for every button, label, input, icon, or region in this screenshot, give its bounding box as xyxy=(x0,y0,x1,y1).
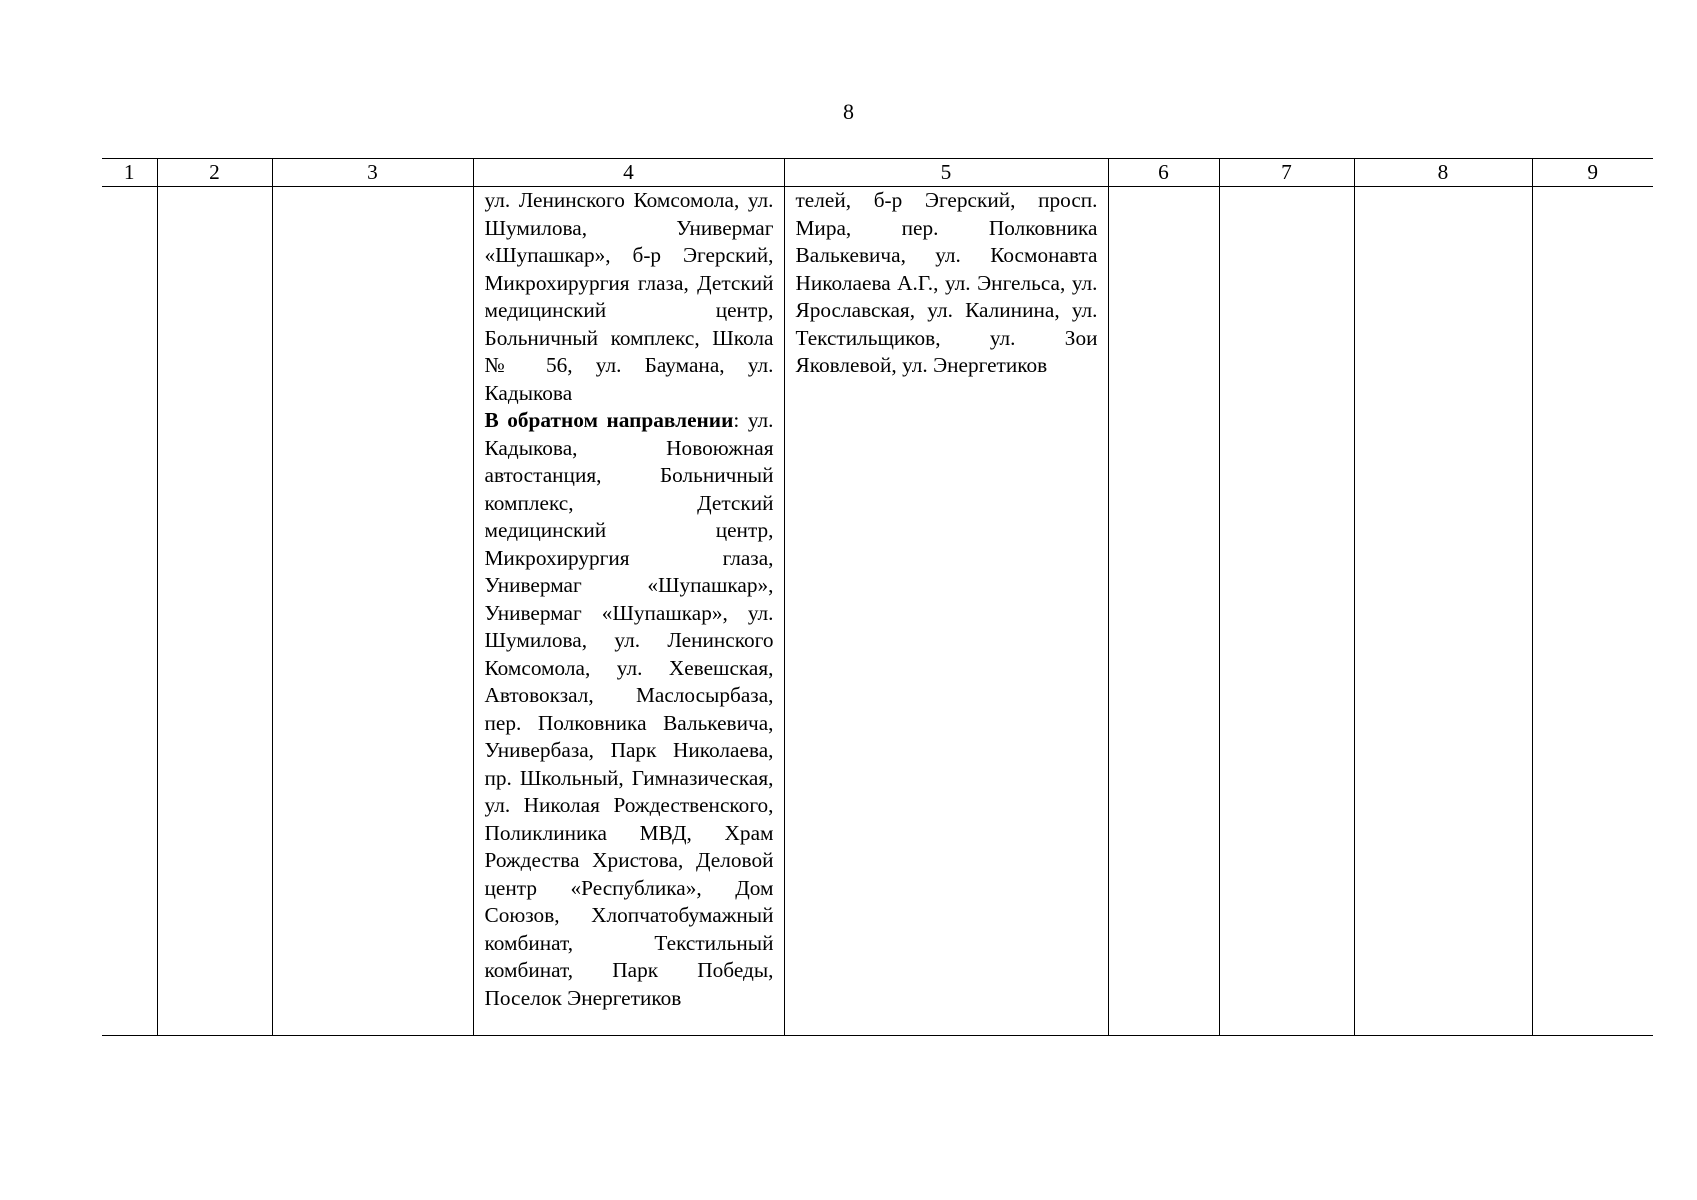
column-header-6: 6 xyxy=(1108,159,1219,187)
cell-col-7 xyxy=(1219,187,1354,1036)
table-row xyxy=(102,187,1653,1036)
route-table xyxy=(102,158,1653,1036)
column-header-4: 4 xyxy=(473,159,784,187)
column-header-9: 9 xyxy=(1532,159,1653,187)
column-header-3: 3 xyxy=(272,159,473,187)
route-streets-text: телей, б-р Эгерский, просп. Мира, пер. Полковника Валькевича, ул. Космонавта Николаева А.Г., ул. Энгельса, ул. Ярославская, ул. Калинина, ул. Текстильщиков, ул. Зои Яковлевой, ул. Энергетиков xyxy=(795,188,1098,377)
cell-col-2 xyxy=(157,187,272,1036)
cell-col-9 xyxy=(1532,187,1653,1036)
reverse-direction-heading: В обратном направлении xyxy=(484,408,734,432)
column-header-7: 7 xyxy=(1219,159,1354,187)
cell-col-3 xyxy=(272,187,473,1036)
cell-col-8 xyxy=(1354,187,1532,1036)
cell-col-1 xyxy=(102,187,157,1036)
column-header-1: 1 xyxy=(102,159,157,187)
reverse-stops: ул. Кадыкова, Новоюжная автостанция, Больничный комплекс, Детский медицинский центр, Микрохирургия глаза, Универмаг «Шупашкар», Универмаг «Шупашкар», ул. Шумилова, ул. Ленинского Комсомола, ул. Хевешская, Автовокзал, Маслосырбаза, пер. Полковника Валькевича, Универбаза, Парк Николаева, пр. Школьный, Гимназическая, ул. Николая Рождественского, Поликлиника МВД, Храм Рождества Христова, Деловой центр «Республика», Дом Союзов, Хлопчатобумажный комбинат, Текстильный комбинат, Парк Победы, Поселок Энергетиков xyxy=(484,408,774,1010)
cell-col-4 xyxy=(473,187,784,1036)
column-header-5: 5 xyxy=(784,159,1108,187)
cell-col-6 xyxy=(1108,187,1219,1036)
cell-col-5 xyxy=(784,187,1108,1036)
forward-stops: ул. Ленинского Комсомола, ул. Шумилова, Универмаг «Шупашкар», б-р Эгерский, Микрохирургия глаза, Детский медицинский центр, Больничный комплекс, Школа № 56, ул. Баумана, ул. Кадыкова xyxy=(484,188,774,405)
page-number: 8 xyxy=(843,99,854,124)
header-row xyxy=(102,159,1653,187)
column-header-2: 2 xyxy=(157,159,272,187)
route-stops-text xyxy=(474,187,784,1012)
reverse-heading-colon: : xyxy=(733,408,740,432)
column-header-8: 8 xyxy=(1354,159,1532,187)
